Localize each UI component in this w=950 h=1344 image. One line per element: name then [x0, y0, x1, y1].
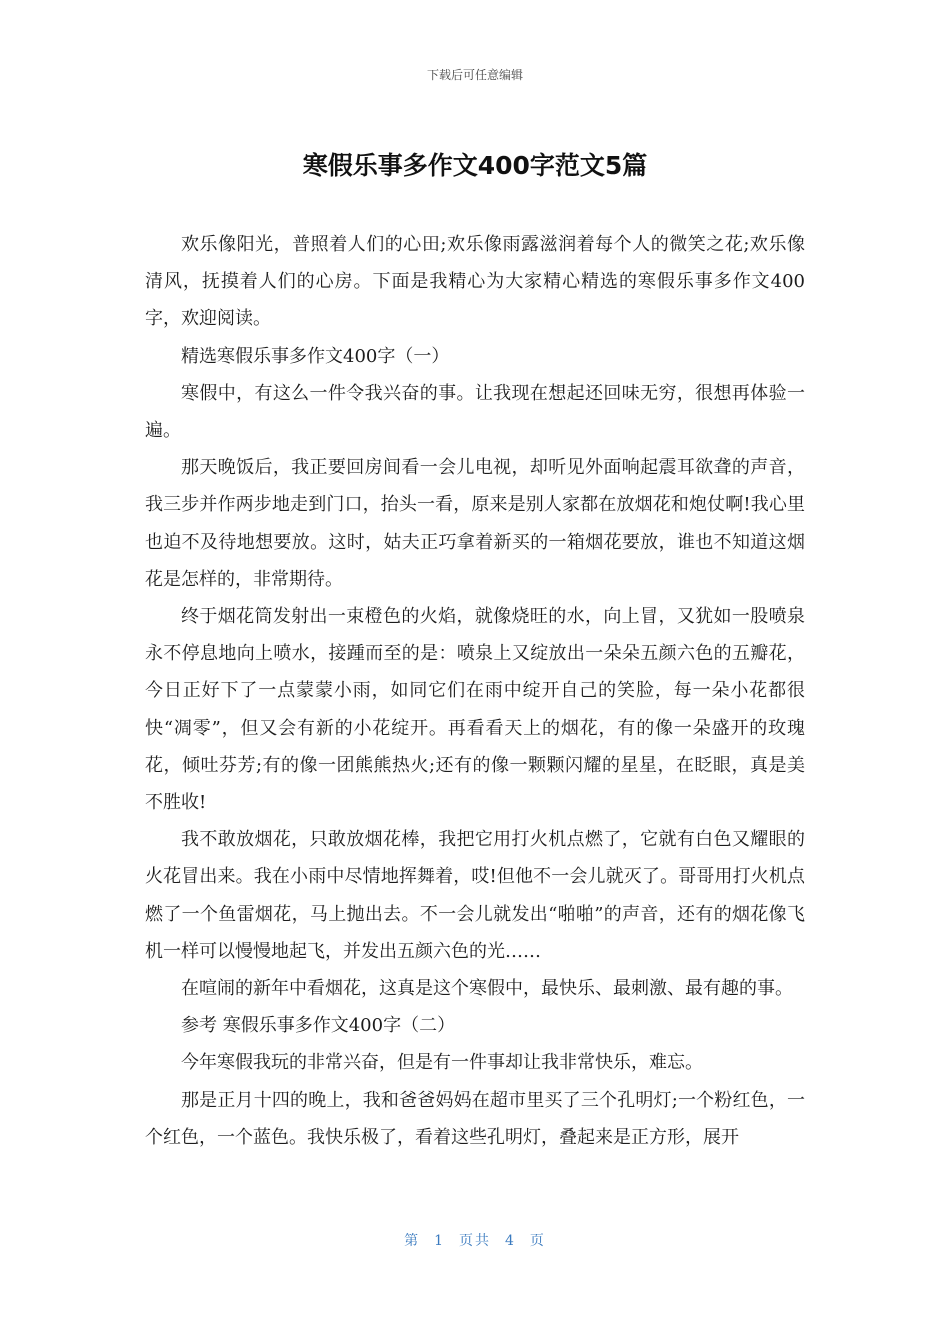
paragraph: 那是正月十四的晚上，我和爸爸妈妈在超市里买了三个孔明灯;一个粉红色，一个红色，一个蓝色。我快乐极了，看着这些孔明灯，叠起来是正方形，展开 [145, 1089, 805, 1148]
paragraph: 那天晚饭后，我正要回房间看一会儿电视，却听见外面响起震耳欲聋的声音，我三步并作两步地走到门口，抬头一看，原来是别人家都在放烟花和炮仗啊!我心里也迫不及待地想要放。这时，姑夫正巧拿着新买的一箱烟花要放，谁也不知道这烟花是怎样的，非常期待。 [145, 457, 805, 590]
paragraph: 在喧闹的新年中看烟花，这真是这个寒假中，最快乐、最刺激、最有趣的事。 [181, 978, 793, 1000]
footer-page-suffix: 页 [529, 1233, 546, 1249]
page-footer [0, 1230, 950, 1250]
document-body [145, 226, 805, 1156]
paragraph: 终于烟花筒发射出一束橙色的火焰，就像烧旺的水，向上冒，又犹如一股喷泉永不停息地向上喷水，接踵而至的是：喷泉上又绽放出一朵朵五颜六色的五瓣花，今日正好下了一点蒙蒙小雨，如同它们在雨中绽开自己的笑脸，每一朵小花都很快“凋零”，但又会有新的小花绽开。再看看天上的烟花，有的像一朵盛开的玫瑰花，倾吐芬芳;有的像一团熊熊热火;还有的像一颗颗闪耀的星星，在眨眼，真是美不胜收! [145, 606, 805, 814]
section-heading: 精选寒假乐事多作文400字（一） [181, 345, 450, 367]
footer-page-number: 1 [434, 1233, 445, 1249]
header-note: 下载后可任意编辑 [426, 68, 523, 82]
footer-page-label: 第 [404, 1233, 421, 1249]
paragraph: 今年寒假我玩的非常兴奋，但是有一件事却让我非常快乐，难忘。 [181, 1052, 703, 1074]
paragraph: 欢乐像阳光，普照着人们的心田;欢乐像雨露滋润着每个人的微笑之花;欢乐像清风，抚摸着人们的心房。下面是我精心为大家精心精选的寒假乐事多作文400字，欢迎阅读。 [145, 234, 805, 330]
footer-of-label: 页共 [459, 1233, 491, 1249]
section-heading: 参考 寒假乐事多作文400字（二） [181, 1015, 456, 1037]
document-title: 寒假乐事多作文400字范文5篇 [302, 151, 648, 180]
paragraph: 寒假中，有这么一件令我兴奋的事。让我现在想起还回味无穷，很想再体验一遍。 [145, 382, 805, 442]
footer-total-pages: 4 [505, 1233, 516, 1249]
paragraph: 我不敢放烟花，只敢放烟花棒，我把它用打火机点燃了，它就有白色又耀眼的火花冒出来。我在小雨中尽情地挥舞着，哎!但他不一会儿就灭了。哥哥用打火机点燃了一个鱼雷烟花，马上抛出去。不一会儿就发出“啪啪”的声音，还有的烟花像飞机一样可以慢慢地起飞，并发出五颜六色的光…… [145, 829, 805, 962]
